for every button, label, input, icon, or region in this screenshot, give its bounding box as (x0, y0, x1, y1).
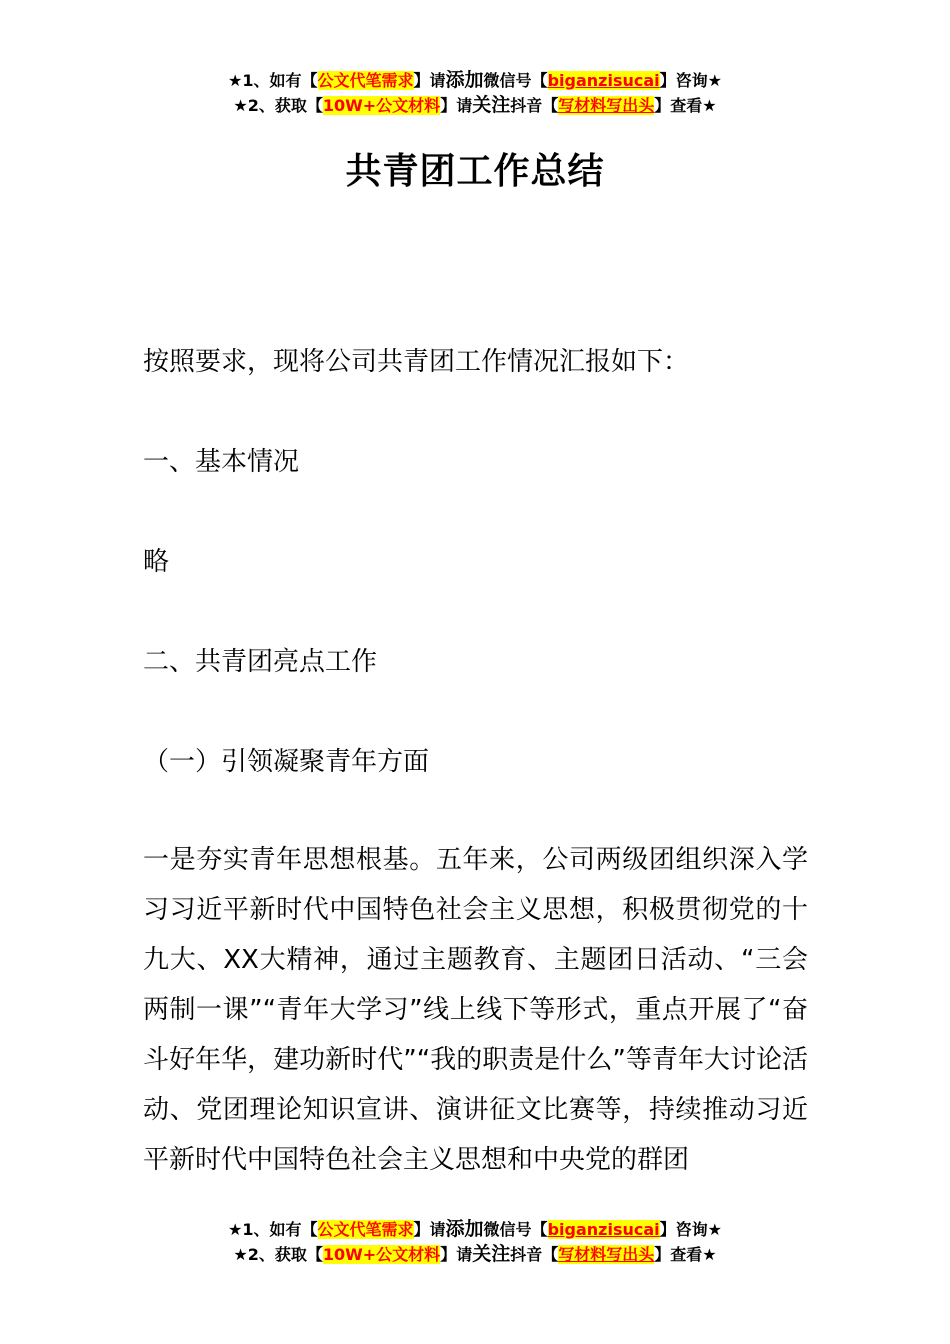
banner-text: 】请 (440, 1245, 473, 1264)
banner-highlight: 10W+公文材料 (322, 1245, 441, 1264)
banner-text: 】查看★ (654, 96, 717, 115)
banner-text: 】查看★ (654, 1245, 717, 1264)
banner-line-1 (0, 68, 950, 93)
header-banner (0, 68, 950, 118)
banner-text: 微信号【 (483, 1220, 548, 1239)
banner-text: 】请 (413, 1220, 446, 1239)
banner-emphasis: 添加 (445, 1218, 484, 1240)
banner-emphasis: 关注 (472, 94, 511, 116)
banner-wechat-id: biganzisucai (547, 71, 660, 90)
section-heading-highlights: 二、共青团亮点工作 (143, 647, 378, 677)
banner-line-2 (0, 93, 950, 118)
section-content-brief: 略 (143, 547, 170, 577)
banner-douyin-id: 写材料写出头 (558, 96, 655, 115)
banner-text: 】咨询★ (659, 1220, 722, 1239)
banner-text: 微信号【 (483, 71, 548, 90)
banner-douyin-id: 写材料写出头 (558, 1245, 655, 1264)
banner-text: 】咨询★ (659, 71, 722, 90)
banner-text: 】请 (413, 71, 446, 90)
footer-banner (0, 1217, 950, 1267)
subsection-heading: （一）引领凝聚青年方面 (143, 747, 430, 777)
banner-emphasis: 关注 (472, 1243, 511, 1265)
banner-line-1 (0, 1217, 950, 1242)
banner-text: ★2、获取【 (233, 96, 323, 115)
intro-paragraph: 按照要求，现将公司共青团工作情况汇报如下： (143, 347, 690, 377)
banner-text: ★1、如有【 (228, 1220, 318, 1239)
banner-text: ★1、如有【 (228, 71, 318, 90)
banner-text: ★2、获取【 (233, 1245, 323, 1264)
banner-line-2 (0, 1242, 950, 1267)
banner-highlight: 公文代笔需求 (317, 1220, 414, 1239)
banner-highlight: 10W+公文材料 (322, 96, 441, 115)
banner-text: 抖音【 (510, 1245, 559, 1264)
banner-text: 抖音【 (510, 96, 559, 115)
document-title: 共青团工作总结 (345, 151, 605, 192)
banner-emphasis: 添加 (445, 69, 484, 91)
body-paragraph: 一是夯实青年思想根基。五年来，公司两级团组织深入学习习近平新时代中国特色社会主义思想，积极贯彻党的十九大、XX大精神，通过主题教育、主题团日活动、“三会两制一课”“青年大学习”线上线下等形式，重点开展了“奋斗好年华，建功新时代”“我的职责是什么”等青年大讨论活动、党团理论知识宣讲、演讲征文比赛等，持续推动习近平新时代中国特色社会主义思想和中央党的群团 (143, 845, 808, 1175)
banner-highlight: 公文代笔需求 (317, 71, 414, 90)
section-heading-basic: 一、基本情况 (143, 447, 300, 477)
banner-wechat-id: biganzisucai (547, 1220, 660, 1239)
banner-text: 】请 (440, 96, 473, 115)
